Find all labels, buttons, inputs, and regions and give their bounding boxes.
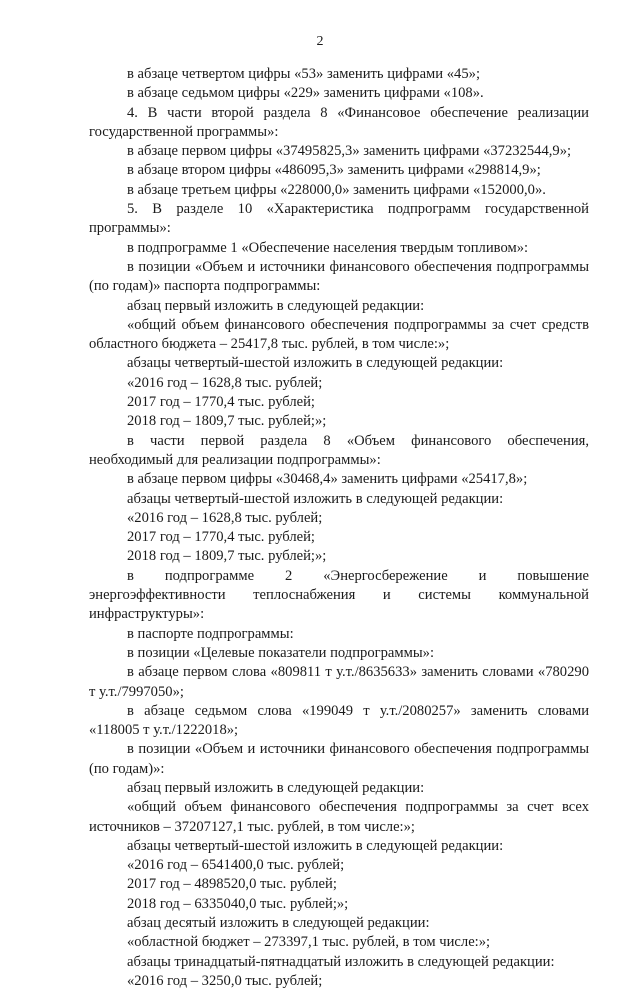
paragraph: в подпрограмме 1 «Обеспечение населения твердым топливом»: [127,239,529,256]
paragraph: 2017 год – 1770,4 тыс. рублей; [127,394,315,411]
paragraph: 2018 год – 6335040,0 тыс. рублей;»; [127,895,349,912]
paragraph: в абзаце втором цифры «486095,3» заменить цифрами «298814,9»; [127,162,541,179]
paragraph: в абзаце первом слова «809811 т у.т./8635633» заменить словами «780290 т у.т./7997050»; [89,664,589,700]
paragraph: абзацы четвертый-шестой изложить в следующей редакции: [127,490,504,507]
paragraph: абзацы четвертый-шестой изложить в следующей редакции: [127,355,504,372]
page-number: 2 [316,34,324,49]
paragraph: абзацы четвертый-шестой изложить в следующей редакции: [127,837,504,854]
paragraph: абзац первый изложить в следующей редакции: [127,297,425,314]
section-item-5: 5. В разделе 10 «Характеристика подпрограмм государственной программы»: [89,201,589,237]
paragraph: абзац десятый изложить в следующей редакции: [127,915,430,932]
paragraph: в паспорте подпрограммы: [127,625,294,642]
paragraph: в абзаце первом цифры «30468,4» заменить цифрами «25417,8»; [127,471,528,488]
document-body [89,65,589,991]
paragraph: в абзаце седьмом цифры «229» заменить цифрами «108». [127,85,484,102]
section-item-4: 4. В части второй раздела 8 «Финансовое обеспечение реализации государственной программы»: [89,104,589,140]
paragraph: «2016 год – 1628,8 тыс. рублей; [127,509,323,526]
paragraph: «общий объем финансового обеспечения подпрограммы за счет всех источников – 37207127,1 тыс. рублей, в том числе:»; [89,799,589,835]
paragraph: «2016 год – 6541400,0 тыс. рублей; [127,857,345,874]
paragraph: в позиции «Объем и источники финансового обеспечения подпрограммы (по годам)»: [89,741,589,777]
paragraph: в подпрограмме 2 «Энергосбережение и повышение энергоэффективности теплоснабжения и системы коммунальной инфраструктуры»: [89,567,589,623]
paragraph: абзацы тринадцатый-пятнадцатый изложить в следующей редакции: [127,953,555,970]
paragraph: «областной бюджет – 273397,1 тыс. рублей, в том числе:»; [127,934,491,951]
paragraph: в абзаце седьмом слова «199049 т у.т./2080257» заменить словами «118005 т у.т./1222018»; [89,702,589,739]
paragraph: в части первой раздела 8 «Объем финансового обеспечения, необходимый для реализации подпрограммы»: [89,432,589,468]
paragraph: в абзаце третьем цифры «228000,0» заменить цифрами «152000,0». [127,181,546,198]
paragraph: 2018 год – 1809,7 тыс. рублей;»; [127,413,327,430]
paragraph: в позиции «Объем и источники финансового обеспечения подпрограммы (по годам)» паспорта подпрограммы: [89,258,589,295]
paragraph: «2016 год – 3250,0 тыс. рублей; [127,972,323,989]
paragraph: «2016 год – 1628,8 тыс. рублей; [127,374,323,391]
paragraph: 2017 год – 1770,4 тыс. рублей; [127,529,315,546]
paragraph: в абзаце четвертом цифры «53» заменить цифрами «45»; [127,66,480,82]
paragraph: в абзаце первом цифры «37495825,3» заменить цифрами «37232544,9»; [127,143,572,160]
paragraph: в позиции «Целевые показатели подпрограммы»: [127,644,435,661]
paragraph: 2018 год – 1809,7 тыс. рублей;»; [127,548,327,565]
paragraph: «общий объем финансового обеспечения подпрограммы за счет средств областного бюджета – 25417,8 тыс. рублей, в том числе:»; [89,316,589,353]
paragraph: абзац первый изложить в следующей редакции: [127,779,425,796]
paragraph: 2017 год – 4898520,0 тыс. рублей; [127,876,337,893]
